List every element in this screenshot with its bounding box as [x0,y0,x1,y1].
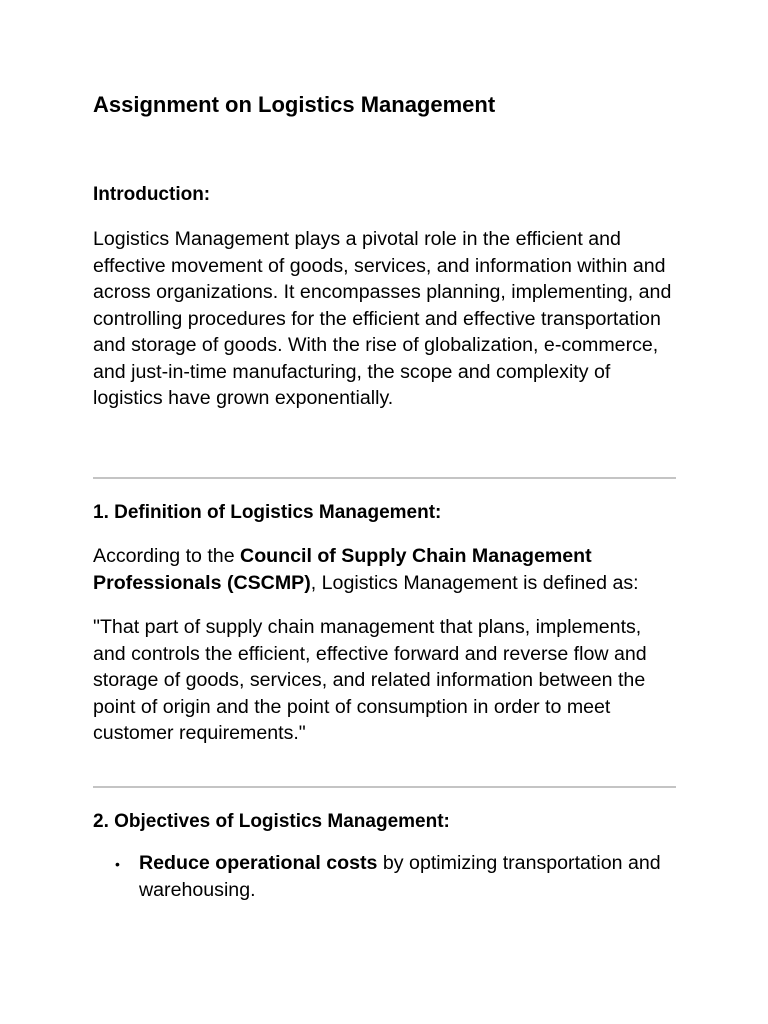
definition-quote: "That part of supply chain management that plans, implements, and controls the efficient, effective forward and reverse flow and storage of goods, services, and related information between the point of origin and the point of consumption in order to meet customer requirements." [93,616,647,744]
document-title: Assignment on Logistics Management [93,92,496,117]
definition-intro-paragraph [93,543,677,596]
introduction-heading: Introduction: [93,184,211,205]
introduction-paragraph: Logistics Management plays a pivotal role in the efficient and effective movement of goods, services, and information within and across organizations. It encompasses planning, implementing, and controlling procedures for the efficient and effective transportation and storage of goods. With the rise of globalization, e-commerce, and just-in-time manufacturing, the scope and complexity of logistics have grown exponentially. [93,228,672,409]
section-divider [93,477,676,479]
section-divider [93,786,676,788]
list-item [93,850,677,903]
objective-bold-text: Reduce operational costs [139,852,378,874]
bullet-icon: • [115,856,120,872]
definition-heading: 1. Definition of Logistics Management: [93,502,442,523]
objectives-list [93,850,677,903]
objective-text: by optimizing transportation and warehousing. [139,852,661,901]
cscmp-name: Council of Supply Chain Management Professionals (CSCMP) [93,545,592,594]
objectives-heading: 2. Objectives of Logistics Management: [93,811,450,832]
definition-intro-suffix: , Logistics Management is defined as: [310,571,639,594]
definition-intro-prefix: According to the [93,545,241,567]
